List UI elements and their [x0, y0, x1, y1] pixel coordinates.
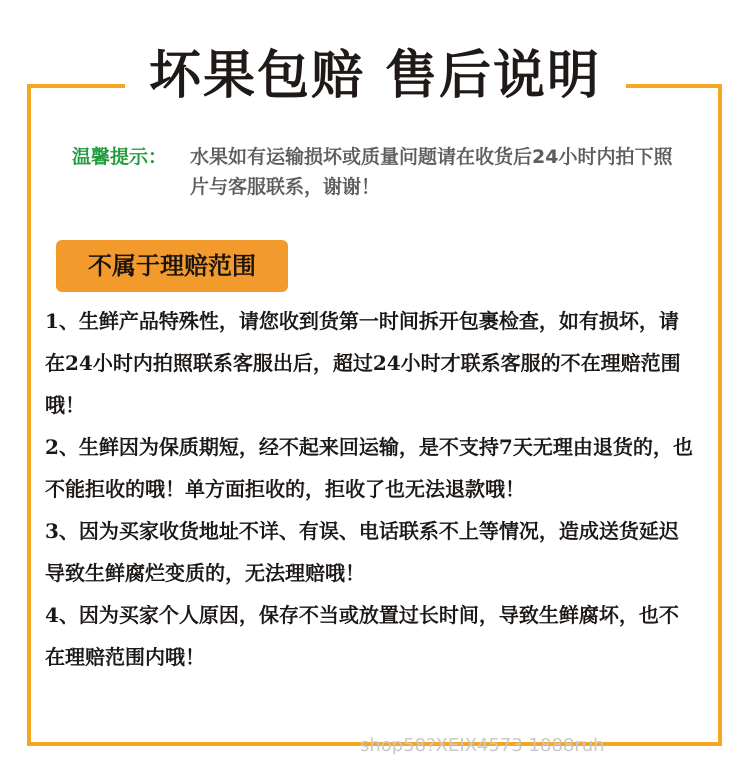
- rule-item-1: 1、生鲜产品特殊性，请您收到货第一时间拆开包裹检查，如有损坏，请在24小时内拍照联系客服出后，超过24小时才联系客服的不在理赔范围哦！: [45, 309, 681, 417]
- rules-list: [45, 300, 695, 678]
- rule-item-3: 3、因为买家收货地址不详、有误、电话联系不上等情况，造成送货延迟导致生鲜腐烂变质的，无法理赔哦！: [45, 519, 679, 585]
- tip-label: 温馨提示：: [72, 146, 168, 168]
- rule-item-4: 4、因为买家个人原因，保存不当或放置过长时间，导致生鲜腐坏，也不在理赔范围内哦！: [45, 603, 679, 669]
- tip-text: 水果如有运输损坏或质量问题请在收货后24小时内拍下照片与客服联系，谢谢！: [190, 146, 673, 198]
- rule-item-2: 2、生鲜因为保质期短，经不起来回运输，是不支持7天无理由退货的，也不能拒收的哦！单方面拒收的，拒收了也无法退款哦！: [45, 435, 693, 501]
- watermark-text: shop58?XEIX4573 1888ruh: [360, 735, 605, 756]
- page-title: 坏果包赔 售后说明: [148, 46, 602, 106]
- section-badge: 不属于理赔范围: [56, 240, 288, 292]
